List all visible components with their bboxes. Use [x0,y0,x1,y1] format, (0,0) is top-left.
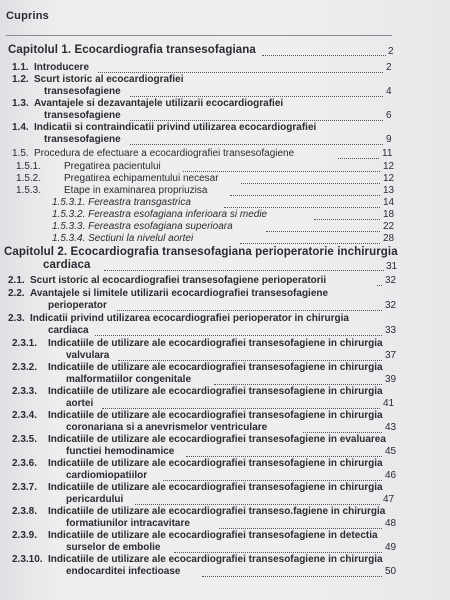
leader [104,269,384,271]
leader [174,551,382,553]
entry-page: 9 [386,134,392,145]
chapter-1-title: Capitolul 1. Ecocardiografia transesofagiana [8,44,256,56]
leader [262,54,386,56]
entry-number: 1.2. [12,74,29,85]
leader [102,407,380,409]
entry-page: 18 [383,209,395,220]
entry-page: 14 [383,197,395,208]
entry-title-cont: transesofagiene [44,134,121,145]
entry-page: 50 [385,566,397,577]
entry-page: 11 [382,148,393,159]
toc-heading: Cuprins [6,10,49,22]
entry-number: 1.5.3. [16,185,42,196]
leader [98,71,383,73]
entry-number: 1.3. [12,98,29,109]
leader [240,242,381,244]
entry-number: 2.3.3. [12,386,38,397]
entry-number: 2.3.5. [12,434,38,445]
entry-page: 45 [385,446,397,457]
entry-number: 1.4. [12,122,29,133]
entry-title: Avantajele si dezavantajele utilizarii ecocardiografiei [34,98,284,109]
leader [163,479,382,481]
entry-title-cont: functiei hemodinamice [66,446,175,457]
entry-title: Procedura de efectuare a ecocardiografiei transesofagiene [34,148,295,159]
entry-number: 2.3.1. [12,338,38,349]
leader [130,119,383,121]
entry-title: 1.5.3.4. Sectiuni la nivelul aortei [52,233,194,244]
entry-title-cont: transesofagiene [44,86,121,97]
entry-page: 43 [385,422,397,433]
chapter-1-page: 2 [388,46,394,57]
leader [130,95,383,97]
entry-title-cont: pericardului [66,494,124,505]
entry-title-cont: cardiaca [48,325,89,336]
entry-title: Indicatiile de utilizare ale ecocardiografiei transesofagiene in detectia [48,530,378,541]
entry-title: Indicatiile de utilizare ale ecocardiografiei transeso.fagiene in chirurgia [48,506,386,517]
leader [135,503,380,505]
entry-number: 2.3.4. [12,410,38,421]
entry-page: 22 [383,221,395,232]
heading-divider [6,35,392,36]
leader [303,431,382,433]
leader [214,383,382,385]
entry-page: 41 [383,398,395,409]
leader [338,157,379,159]
entry-title: 1.5.3.2. Fereastra esofagiana inferioara si medie [52,209,268,220]
entry-title: 1.5.3.3. Fereastra esofagiana superioara [52,221,233,232]
leader [183,170,380,172]
entry-page: 28 [383,233,395,244]
entry-number: 2.3.6. [12,458,38,469]
entry-number: 2.3.8. [12,506,38,517]
entry-page: 46 [385,470,397,481]
entry-number: 2.3.7. [12,482,38,493]
entry-number: 2.2. [8,288,25,299]
entry-title: Indicatii privind utilizarea ecocardiografiei perioperator in chirurgia [30,313,349,324]
entry-title: Scurt istoric al ecocardiografiei [34,74,184,85]
entry-title: Indicatiile de utilizare ale ecocardiografiei transesofagiene in chirurgia [48,362,383,373]
entry-title: Avantajele si limitele utilizarii ecocardiografiei transesofagiene [30,288,329,299]
entry-title: Scurt istoric al ecocardiografiei transesofagiene perioperatorii [30,275,327,286]
leader [117,309,382,311]
entry-title-cont: transesofagiene [44,110,121,121]
entry-number: 2.3.9. [12,530,38,541]
leader [266,230,380,232]
entry-title: Pregatirea echipamentului necesar [64,173,219,184]
entry-page: 47 [383,494,395,505]
entry-title: Introducere [34,62,90,73]
entry-number: 2.3.10. [12,554,43,565]
leader [130,143,383,145]
leader [95,334,382,336]
entry-page: 39 [385,374,397,385]
leader [314,218,380,220]
entry-title: Pregatirea pacientului [64,161,161,172]
entry-title-cont: malformatiilor congenitale [66,374,192,385]
entry-number: 2.3.2. [12,362,38,373]
entry-page: 6 [386,110,392,121]
leader [202,575,382,577]
entry-title: Etape in examinarea propriuzisa [64,185,208,196]
chapter-2-title: Capitolul 2. Ecocardiografia transesofagiana perioperatorie inchirurgia [4,246,398,258]
entry-title-cont: endocarditei infectioase [66,566,181,577]
entry-number: 1.5.2. [16,173,42,184]
entry-page: 12 [383,161,395,172]
entry-title: Indicatii si contraindicatii privind utilizarea ecocardiografiei [34,122,317,133]
entry-page: 32 [385,300,397,311]
entry-number: 2.1. [8,275,25,286]
entry-title: Indicatiile de utilizare ale ecocardiografiei transesofagiene in chirurgia [48,410,383,421]
leader [377,284,382,286]
entry-title: Indicatiile de utilizare ale ecocardiografiei transesofagiene in evaluarea [48,434,386,445]
entry-title-cont: coronariana si a anevrismelor ventriculare [66,422,268,433]
leader [224,206,380,208]
entry-page: 12 [383,173,395,184]
entry-number: 1.1. [12,62,29,73]
leader [186,455,382,457]
entry-page: 33 [385,325,397,336]
entry-title-cont: perioperator [48,300,107,311]
entry-page: 48 [385,518,397,529]
entry-number: 1.5.1. [16,161,42,172]
entry-title-cont: cardiomiopatiilor [66,470,148,481]
leader [241,182,380,184]
entry-page: 32 [385,275,397,286]
entry-number: 1.5. [12,148,29,159]
leader [230,194,380,196]
leader [118,359,382,361]
entry-number: 2.3. [8,313,25,324]
entry-title: Indicatiile de utilizare ale ecocardiografiei transesofagiene in chirurgia [48,554,383,565]
entry-title: Indicatiile de utilizare ale ecocardiografiei transesofagiene in chirurgia [48,338,383,349]
entry-title-cont: formatiunilor intracavitare [66,518,190,529]
entry-page: 2 [386,62,392,73]
chapter-2-page: 31 [386,261,398,272]
entry-title-cont: aortei [66,398,94,409]
entry-title: 1.5.3.1. Fereastra transgastrica [52,197,191,208]
entry-title-cont: valvulara [66,350,110,361]
chapter-2-title-cont: cardiaca [43,259,91,271]
entry-page: 13 [383,185,395,196]
entry-page: 49 [385,542,397,553]
entry-title: Indicatiile de utilizare ale ecocardiografiei transesofagiene in chirurgia [48,386,383,397]
entry-title: Indicatiile de utilizare ale ecocardiografiei transesofagiene in chirurgia [48,458,383,469]
leader [219,527,382,529]
entry-title: Indicatiile de utilizare ale ecocardiografiei transesofagiene in chirurgia [48,482,383,493]
entry-title-cont: surselor de embolie [66,542,161,553]
entry-page: 37 [385,350,397,361]
entry-page: 4 [386,86,392,97]
